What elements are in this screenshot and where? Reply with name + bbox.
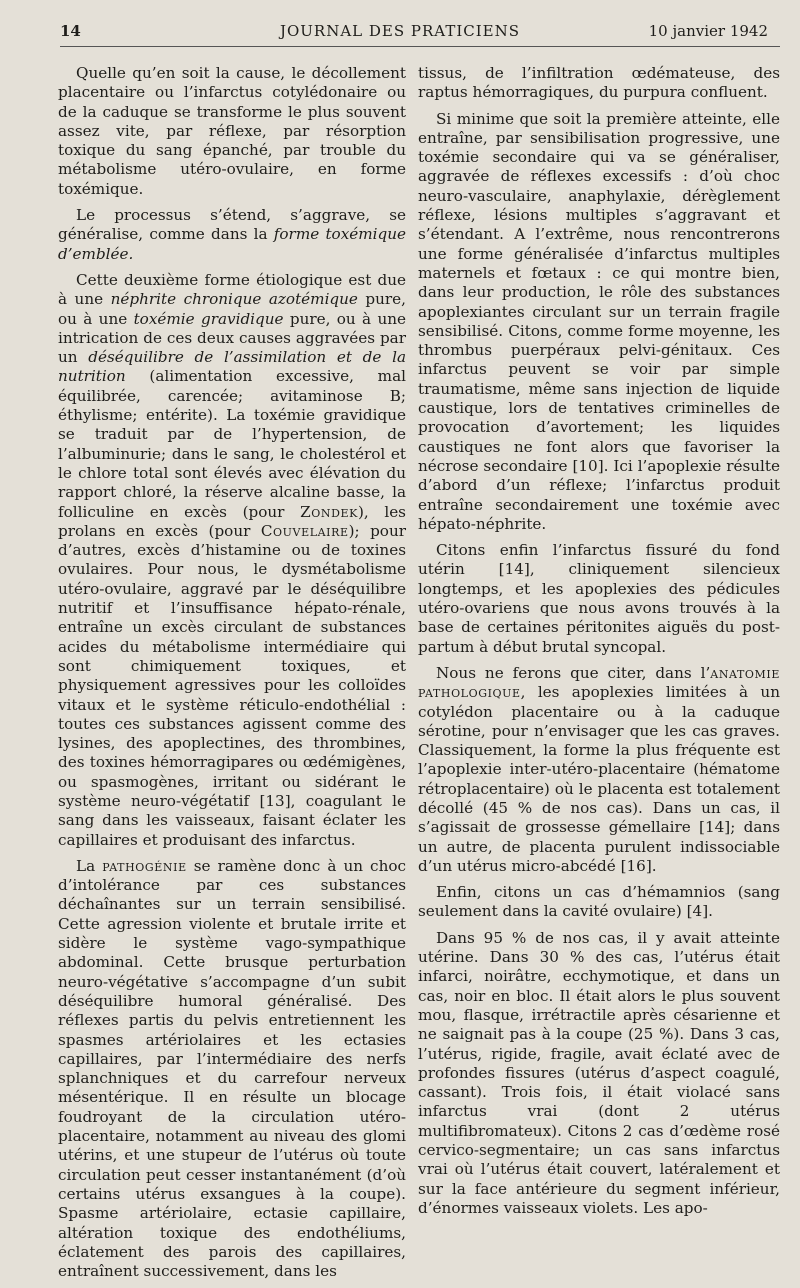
page-header <box>0 22 800 46</box>
issue-date: 10 janvier 1942 <box>648 22 768 40</box>
paragraph: Citons enfin l’infarctus fissuré du fond utérin [14], cliniquement silencieux longtemps, et les apoplexies des pédicules utéro-ovariens que nous avons trouvés à la base de certaines péritonites aiguës du post-partum à début brutal syncopal. <box>418 541 780 656</box>
section-keyword: anatomie pathologique <box>418 663 780 702</box>
author-name: Zondek <box>300 502 358 521</box>
right-column <box>418 64 780 1225</box>
section-keyword: pathogénie <box>102 856 187 875</box>
paragraph: Nous ne ferons que citer, dans l’anatomie pathologique, les apoplexies limitées à un cotylédon placentaire ou à la caduque sérotine, pour n’envisager que les cas graves. Classiquement, la forme la plus fréquente est l’apoplexie inter-utéro-placentaire (hématome rétroplacentaire) où le placenta est totalement décollé (45 % de nos cas). Dans un cas, il s’agissait de grossesse gémellaire [14]; dans un autre, de placenta purulent indissociable d’un utérus micro-abcédé [16]. <box>418 663 780 875</box>
journal-title: JOURNAL DES PRATICIENS <box>279 22 521 40</box>
paragraph: tissus, de l’infiltration œdémateuse, des raptus hémorragiques, du purpura confluent. <box>418 64 780 102</box>
author-name: Couvelaire <box>260 521 349 540</box>
header-rule <box>60 46 780 47</box>
paragraph: Quelle qu’en soit la cause, le décollement placentaire ou l’infarctus cotylédonaire ou de la caduque se transforme le plus souvent assez vite, par réflexe, par résorption toxique du sang épanché, par trouble du métabolisme utéro-ovulaire, en forme toxémique. <box>58 64 406 198</box>
paragraph: La pathogénie se ramène donc à un choc d’intolérance par ces substances déchaînantes sur un terrain sensibilisé. Cette agression violente et brutale irrite et sidère le système vago-sympathique abdominal. Cette brusque perturbation neuro-végétative s’accompagne d’un subit déséquilibre humoral généralisé. Des réflexes partis du pelvis entretiennent les spasmes artériolaires et les ectasies capillaires, par l’intermédiaire des nerfs splanchniques et du carrefour nerveux mésentérique. Il en résulte un blocage foudroyant de la circulation utéro-placentaire, notamment au niveau des glomi utérins, et une stupeur de l’utérus où toute circulation peut cesser instantanément (d’où certains utérus exsangues à la coupe). Spasme artériolaire, ectasie capillaire, altération toxique des endothéliums, éclatement des parois des capillaires, entraînent successivement, dans les <box>58 856 406 1281</box>
page-number: 14 <box>60 22 81 40</box>
paragraph: Enfin, citons un cas d’hémamnios (sang seulement dans la cavité ovulaire) [4]. <box>418 883 780 921</box>
paragraph: Cette deuxième forme étiologique est due à une néphrite chronique azotémique pure, ou à une toxémie gravidique pure, ou à une intrication de ces deux causes aggravées par un déséquilibre de l’assimilation et de la nutrition (alimentation excessive, mal équilibrée, carencée; avitaminose B; éthylisme; entérite). La toxémie gravidique se traduit par de l’hypertension, de l’albuminurie; dans le sang, le cholestérol et le chlore total sont élevés avec élévation du rapport chloré, la réserve alcaline basse, la folliculine en excès (pour Zondek), les prolans en excès (pour Couvelaire); pour d’autres, excès d’histamine ou de toxines ovulaires. Pour nous, le dysmétabolisme utéro-ovulaire, aggravé par le déséquilibre nutritif et l’insuffisance hépato-rénale, entraîne un excès circulant de substances acides du métabolisme intermédiaire qui sont chimiquement toxiques, et physiquement agressives pour les colloïdes vitaux et le système réticulo-endothélial : toutes ces substances agissent comme des lysines, des apoplectines, des thrombines, des toxines hémorragipares ou œdémigènes, ou spasmogènes, irritant ou sidérant le système neuro-végétatif [13], coagulant le sang dans les vaisseaux, faisant éclater les capillaires et produisant des infarctus. <box>58 270 407 849</box>
paragraph: Le processus s’étend, s’aggrave, se généralise, comme dans la forme toxémique d’emblée. <box>58 206 407 263</box>
left-column <box>58 64 406 1288</box>
paragraph: Si minime que soit la première atteinte, elle entraîne, par sensibilisation progressive, une toxémie secondaire qui va se généraliser, aggravée de réflexes excessifs : d’où choc neuro-vasculaire, anaphylaxie, dérèglement réflexe, lésions multiples s’aggravant et s’étendant. A l’extrême, nous rencontrerons une forme généralisée d’infarctus multiples maternels et fœtaux : ce qui montre bien, dans leur production, le rôle des substances apoplexiantes circulant sur un terrain fragile sensibilisé. Citons, comme forme moyenne, les thrombus puerpéraux pelvi-génitaux. Ces infarctus peuvent se voir par simple traumatisme, même sans injection de liquide caustique, lors de tentatives criminelles de provocation d’avortement; les liquides caustiques ne font alors que favoriser la nécrose secondaire [10]. Ici l’apoplexie résulte d’abord d’un réflexe; l’infarctus produit entraîne secondairement une toxémie avec hépato-néphrite. <box>418 109 780 533</box>
paragraph: Dans 95 % de nos cas, il y avait atteinte utérine. Dans 30 % des cas, l’utérus était infarci, noirâtre, ecchymotique, et dans un cas, noir en bloc. Il était alors le plus souvent mou, flasque, irrétractile après césarienne et ne saignait pas à la coupe (25 %). Dans 3 cas, l’utérus, rigide, fragile, avait éclaté avec de profondes fissures (utérus d’aspect coagulé, cassant). Trois fois, il était violacé sans infarctus vrai (dont 2 utérus multifibromateux). Citons 2 cas d’œdème rosé cervico-segmentaire; un cas sans infarctus vrai où l’utérus était couvert, latéralement et sur la face antérieure du segment inférieur, d’énormes vaisseaux violets. Les apo- <box>418 928 780 1217</box>
